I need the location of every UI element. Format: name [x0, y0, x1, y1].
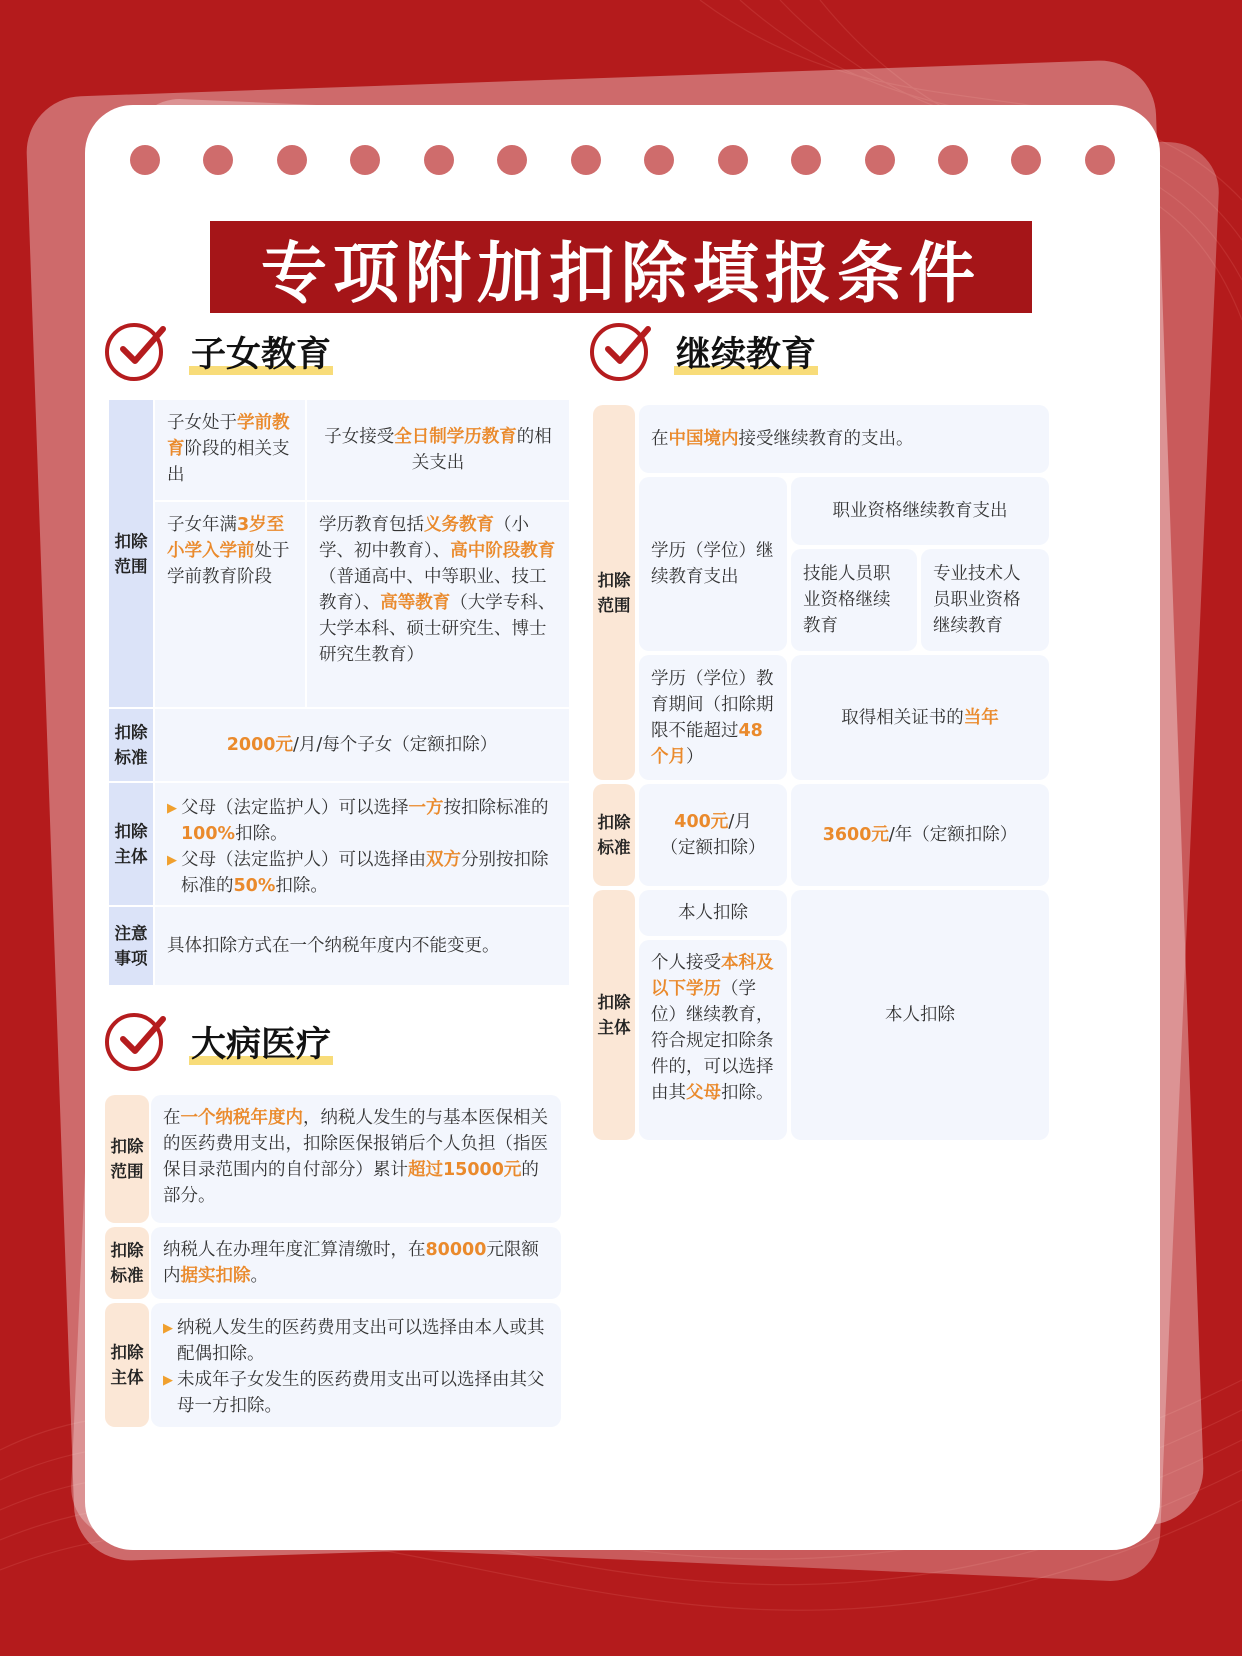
binder-hole — [203, 145, 233, 175]
check-icon — [105, 323, 163, 381]
cell-cont-scope-top — [639, 405, 1049, 473]
section-title: 子女教育 — [189, 327, 333, 377]
cell-illness-subject — [151, 1303, 561, 1427]
text: 子女处于 — [167, 413, 237, 433]
section-header-continuing-education — [590, 323, 818, 381]
binder-hole — [277, 145, 307, 175]
text: 子女年满 — [167, 515, 237, 535]
text: ） — [686, 746, 704, 767]
highlight: 当年 — [963, 707, 999, 728]
binder-holes — [130, 145, 1115, 179]
binder-hole — [938, 145, 968, 175]
text: （大学专科、大学本科、硕士研究生、博士研究生教育） — [319, 593, 556, 665]
cell-fulltime — [307, 400, 569, 500]
notebook-card — [85, 105, 1160, 1550]
text: 接受继续教育的支出。 — [738, 429, 914, 449]
highlight: 一方 — [408, 798, 444, 818]
label-subject: 扣除主体 — [109, 783, 153, 905]
text: 阶段的相关支出 — [167, 439, 290, 485]
cell-illness-standard — [151, 1227, 561, 1299]
binder-hole — [718, 145, 748, 175]
section-title: 大病医疗 — [189, 1017, 333, 1067]
highlight: 100% — [181, 824, 236, 844]
label-standard: 扣除标准 — [105, 1227, 149, 1299]
text: /月 — [728, 812, 752, 832]
highlight: 一个纳税年度内 — [180, 1108, 303, 1128]
binder-hole — [350, 145, 380, 175]
bullet-item — [167, 847, 557, 899]
cell-parent-deduction — [639, 940, 787, 1140]
highlight: 3岁至小学入学前 — [167, 515, 285, 561]
text: 取得相关证书的 — [841, 707, 964, 728]
label-scope: 扣除范围 — [109, 400, 153, 707]
text: （学位）继续教育，符合规定扣除条件的，可以选择由其 — [651, 979, 774, 1103]
text: 未成年子女发生的医药费用支出可以选择由其父母一方扣除。 — [177, 1370, 545, 1416]
page-title: 专项附加扣除填报条件 — [210, 221, 1032, 313]
text: ，纳税人发生的与基本医保相关的医药费用支出，扣除医保报销后个人负担（指医保目录范围内的自付部分）累计 — [163, 1108, 548, 1180]
binder-hole — [497, 145, 527, 175]
label-standard: 扣除标准 — [109, 709, 153, 781]
highlight: 超过15000元 — [408, 1160, 522, 1180]
cell-degree-education — [307, 502, 569, 707]
binder-hole — [791, 145, 821, 175]
highlight: 据实扣除 — [180, 1266, 251, 1286]
cell-cont-standard-left — [639, 784, 787, 886]
text: （普通高中、中等职业、技工教育）、 — [319, 567, 547, 613]
text: 的部分。 — [163, 1160, 539, 1206]
cell-illness-scope — [151, 1095, 561, 1223]
cell-preschool — [155, 400, 305, 500]
binder-hole — [424, 145, 454, 175]
cell-cont-standard-right — [791, 784, 1049, 886]
text: 元限额内 — [163, 1240, 539, 1286]
cell-subject — [155, 783, 569, 905]
text: /年（定额扣除） — [888, 825, 1018, 845]
cell-cert-year — [791, 655, 1049, 780]
bullet-item — [167, 795, 557, 847]
text: 子女接受 — [324, 427, 395, 447]
binder-hole — [1011, 145, 1041, 175]
triangle-bullet-icon: ▶ — [167, 801, 177, 816]
highlight: 50% — [233, 876, 276, 896]
binder-hole — [865, 145, 895, 175]
triangle-bullet-icon: ▶ — [167, 853, 177, 868]
check-icon — [105, 1013, 163, 1071]
highlight: 本科及以下学历 — [651, 953, 774, 999]
text: 扣除。 — [275, 876, 328, 896]
bullet-item — [163, 1367, 549, 1419]
text: 的相关支出 — [411, 427, 552, 473]
triangle-bullet-icon: ▶ — [163, 1373, 173, 1388]
cell-vocational-header: 职业资格继续教育支出 — [791, 477, 1049, 545]
bullet-item — [163, 1315, 549, 1367]
highlight: 中国境内 — [668, 429, 739, 449]
check-icon — [590, 323, 648, 381]
cell-degree-expense: 学历（学位）继续教育支出 — [639, 477, 787, 651]
text: 纳税人在办理年度汇算清缴时，在 — [163, 1240, 426, 1260]
text: 父母（法定监护人）可以选择由 — [181, 850, 426, 870]
section-title: 继续教育 — [674, 327, 818, 377]
label-note: 注意事项 — [109, 907, 153, 985]
highlight: 义务教育 — [424, 515, 494, 535]
highlight: 2000元 — [226, 735, 293, 755]
text: 学历（学位）教育期间（扣除期限不能超过 — [651, 668, 774, 741]
text: 扣除。 — [235, 824, 288, 844]
text: 学历教育包括 — [319, 515, 424, 535]
text: 处于学前教育阶段 — [167, 541, 290, 587]
cell-self-deduction-right: 本人扣除 — [791, 890, 1049, 1140]
text: （小学、初中教育）、 — [319, 515, 529, 561]
label-subject: 扣除主体 — [593, 890, 635, 1140]
highlight: 双方 — [426, 850, 461, 870]
triangle-bullet-icon: ▶ — [163, 1321, 173, 1336]
binder-hole — [130, 145, 160, 175]
text: 在 — [163, 1108, 181, 1128]
section-header-serious-illness — [105, 1013, 333, 1071]
highlight: 学前教育 — [167, 413, 290, 459]
cell-standard — [155, 709, 569, 781]
text: （定额扣除） — [660, 838, 766, 858]
section-header-child-education — [105, 323, 333, 381]
text: 分别按扣除标准的 — [181, 850, 549, 896]
label-standard: 扣除标准 — [593, 784, 635, 886]
text: 。 — [250, 1266, 268, 1286]
text: 父母（法定监护人）可以选择 — [181, 798, 409, 818]
text: 个人接受 — [651, 953, 721, 973]
highlight: 3600元 — [822, 825, 889, 845]
text: 按扣除标准的 — [443, 798, 549, 818]
binder-hole — [644, 145, 674, 175]
label-scope: 扣除范围 — [593, 405, 635, 780]
text: 扣除。 — [721, 1083, 774, 1103]
highlight: 80000 — [425, 1240, 487, 1260]
highlight: 高中阶段教育 — [450, 541, 556, 561]
highlight: 高等教育 — [380, 593, 451, 613]
highlight: 全日制学历教育 — [394, 427, 517, 447]
binder-hole — [1085, 145, 1115, 175]
highlight: 400元 — [674, 812, 729, 832]
text: 在 — [651, 429, 669, 449]
cell-professional: 专业技术人员职业资格继续教育 — [921, 549, 1049, 651]
text: 纳税人发生的医药费用支出可以选择由本人或其配偶扣除。 — [177, 1318, 545, 1364]
cell-age-range — [155, 502, 305, 707]
cell-self-deduction: 本人扣除 — [639, 890, 787, 936]
binder-hole — [571, 145, 601, 175]
highlight: 父母 — [686, 1083, 721, 1103]
text: /月/每个子女（定额扣除） — [292, 735, 498, 755]
cell-degree-period — [639, 655, 787, 780]
highlight: 48个月 — [651, 720, 763, 767]
label-subject: 扣除主体 — [105, 1303, 149, 1427]
label-scope: 扣除范围 — [105, 1095, 149, 1223]
cell-skilled: 技能人员职业资格继续教育 — [791, 549, 917, 651]
cell-note: 具体扣除方式在一个纳税年度内不能变更。 — [155, 907, 569, 985]
